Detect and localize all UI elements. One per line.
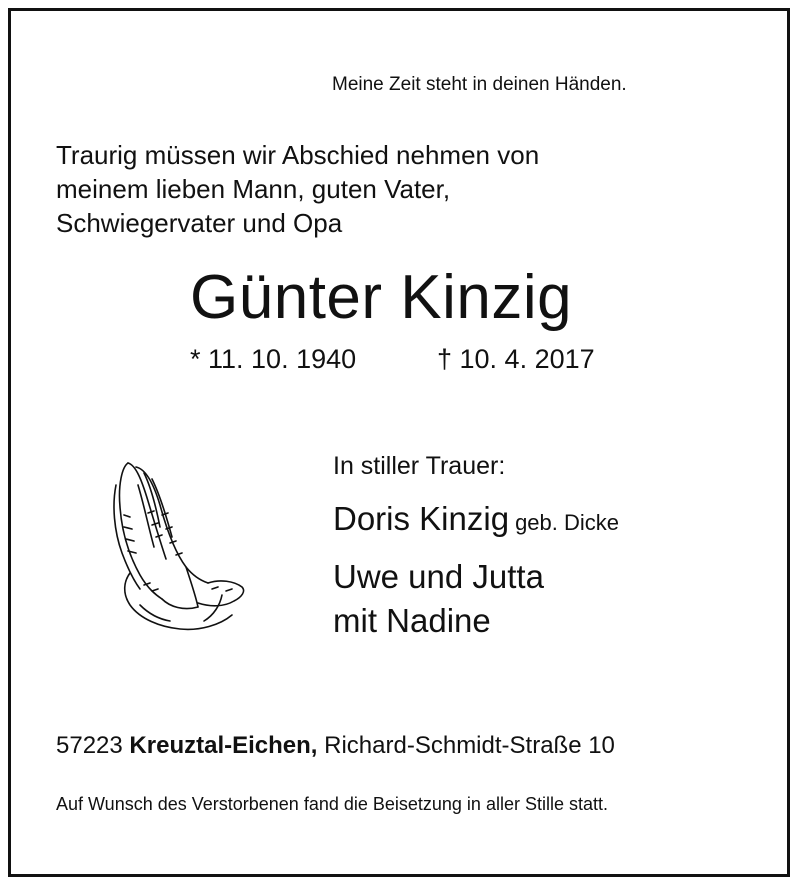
address-city: Kreuztal-Eichen,: [129, 732, 318, 759]
intro-line: Traurig müssen wir Abschied nehmen von: [56, 140, 540, 170]
birth-date: * 11. 10. 1940: [190, 344, 357, 374]
address: [56, 732, 615, 760]
praying-hands-icon: [100, 455, 250, 635]
mourner-line: Uwe und Jutta: [333, 558, 544, 595]
mourning-label: In stiller Trauer:: [333, 452, 506, 480]
mourner-line: mit Nadine: [333, 602, 491, 639]
address-zip: 57223: [56, 732, 123, 759]
deceased-name: Günter Kinzig: [190, 263, 573, 332]
intro-line: Schwiegervater und Opa: [56, 208, 343, 238]
mourner-primary: [333, 500, 619, 538]
mourner-family: [333, 555, 544, 643]
death-date: † 10. 4. 2017: [437, 344, 595, 374]
intro-line: meinem lieben Mann, guten Vater,: [56, 174, 451, 204]
motto: Meine Zeit steht in deinen Händen.: [332, 74, 627, 95]
mourner-maiden-name: geb. Dicke: [515, 510, 620, 535]
burial-note: Auf Wunsch des Verstorbenen fand die Beisetzung in aller Stille statt.: [56, 794, 608, 814]
address-street: Richard-Schmidt-Straße 10: [324, 732, 615, 759]
intro-text: [56, 138, 539, 240]
mourner-primary-name: Doris Kinzig: [333, 500, 510, 537]
